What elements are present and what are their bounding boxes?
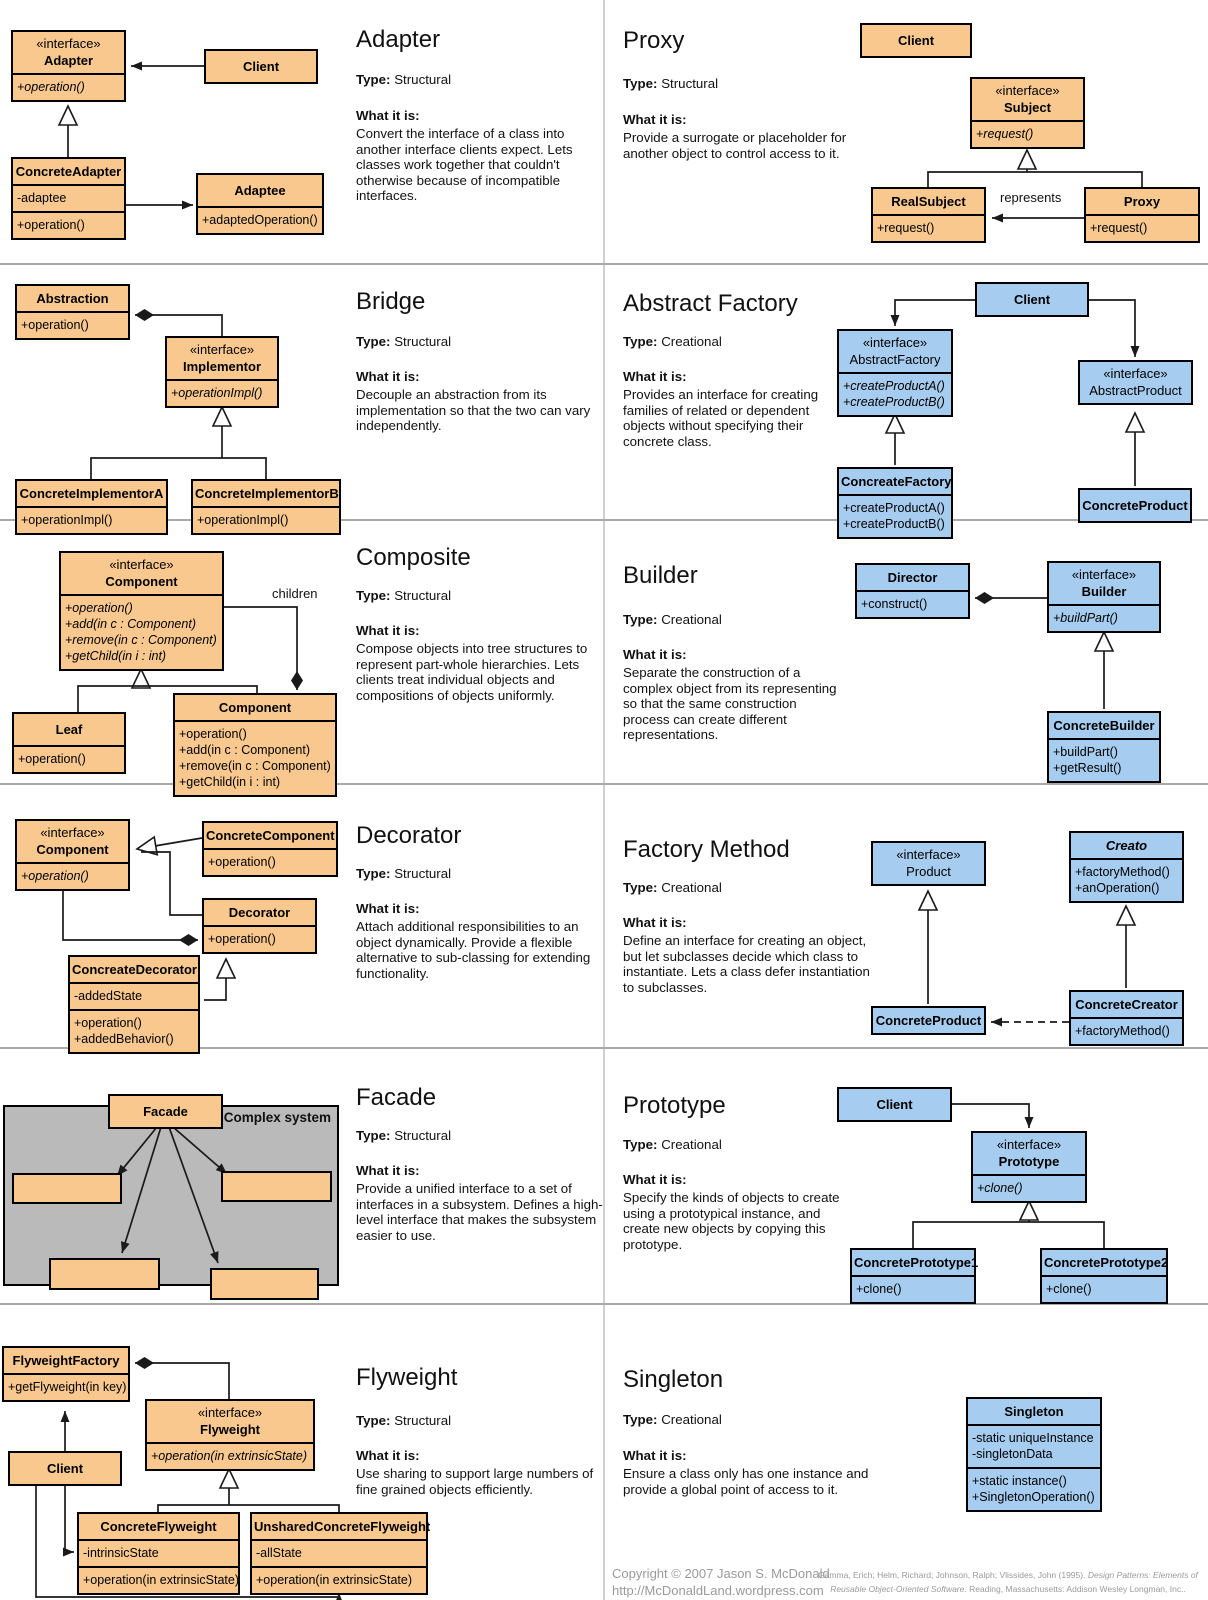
class-name: Proxy — [1123, 194, 1161, 209]
what-it-is-label: What it is: — [623, 112, 687, 127]
attributes-compartment: -addedState — [70, 982, 198, 1009]
methods-compartment: +operation() — [204, 925, 315, 952]
what-it-is-label: What it is: — [356, 901, 420, 916]
generalization-branch — [158, 1505, 339, 1512]
class-header — [839, 331, 951, 372]
facade-arrow — [117, 1127, 157, 1176]
methods-compartment: +clone() — [852, 1275, 974, 1302]
methods-compartment: +factoryMethod() — [1071, 1017, 1182, 1044]
methods-compartment: +clone() — [1042, 1275, 1166, 1302]
uml-class-concrete-flyweight — [77, 1512, 240, 1595]
uml-class-concrete-implementor-a — [15, 479, 168, 535]
stereotype-label: «interface» — [996, 1137, 1062, 1152]
copyright-url: http://McDonaldLand.wordpress.com — [612, 1582, 824, 1598]
pattern-type: Type: Structural — [356, 72, 452, 87]
uml-class-client — [837, 1087, 952, 1122]
attributes-compartment: -adaptee — [13, 184, 124, 211]
pattern-description: Compose objects into tree structures to represent part-whole hierarchies. Lets clients treat individual objects and compositions of objects uniformly. — [356, 641, 588, 703]
uml-class-director — [855, 563, 970, 619]
class-header — [873, 843, 984, 884]
class-name: Flyweight — [200, 1421, 260, 1437]
methods-compartment: +operation() — [13, 73, 124, 100]
class-name: Component — [36, 841, 109, 857]
pattern-title-singleton: Singleton — [623, 1366, 724, 1393]
association-arrow — [65, 1484, 74, 1552]
class-name: Builder — [1081, 583, 1127, 599]
class-name: RealSubject — [891, 194, 966, 209]
uml-class-concrete-prototype-1 — [850, 1248, 979, 1304]
what-it-is-label: What it is: — [356, 1448, 420, 1463]
class-name: Leaf — [55, 722, 83, 737]
stereotype-label: «interface» — [1071, 567, 1137, 582]
class-name: ConcreateFactory — [841, 474, 952, 489]
stereotype-label: «interface» — [109, 557, 174, 572]
uml-class-proxy — [1084, 187, 1200, 243]
pattern-description: Attach additional responsibilities to an object dynamically. Provide a flexible alternative to sub-classing for extending functionality. — [356, 919, 591, 981]
uml-class-flyweight-interface — [145, 1399, 315, 1471]
pattern-title-prototype: Prototype — [623, 1092, 726, 1119]
class-name: Implementor — [182, 358, 261, 374]
pattern-title-proxy: Proxy — [623, 27, 685, 54]
class-name: Client — [1013, 292, 1051, 307]
class-header — [17, 821, 128, 862]
pattern-type: Type: Structural — [356, 1413, 452, 1428]
uml-class-concrete-adapter — [11, 157, 126, 240]
class-name: Facade — [143, 1104, 188, 1119]
uml-class-client — [8, 1451, 122, 1486]
class-name: ConcretePrototype2 — [1044, 1255, 1169, 1270]
uml-class-concrete-product — [1078, 488, 1192, 523]
class-name: Adaptee — [234, 183, 286, 198]
uml-class-facade — [108, 1094, 223, 1129]
aggregation-connector — [63, 885, 198, 940]
what-it-is-label: What it is: — [356, 369, 420, 384]
what-it-is-label: What it is: — [623, 1448, 687, 1463]
class-name: Component — [218, 700, 292, 715]
uml-class-adaptee — [196, 173, 324, 235]
aggregation-connector — [135, 315, 222, 336]
pattern-description: Define an interface for creating an object, but let subclasses decide which class to instantiate. Lets a class defer instantiation to subclasses. — [623, 933, 870, 995]
class-name: Client — [897, 33, 935, 48]
generalization-arrow — [204, 959, 226, 1000]
pattern-title-flyweight: Flyweight — [356, 1364, 458, 1391]
uml-class-prototype-interface — [971, 1131, 1087, 1203]
stereotype-label: «interface» — [1103, 366, 1168, 381]
class-name: ConcreteProduct — [1082, 498, 1188, 513]
methods-compartment: +operationImpl() — [167, 379, 277, 406]
uml-class-concrete-builder — [1047, 711, 1161, 783]
methods-compartment: +buildPart() — [1049, 604, 1159, 631]
pattern-title-decorator: Decorator — [356, 822, 462, 849]
uml-class-decorator — [202, 898, 317, 954]
class-name: ConcreteBuilder — [1053, 718, 1155, 733]
class-name: AbstractFactory — [849, 351, 941, 367]
class-name: ConcreteFlyweight — [100, 1519, 217, 1534]
methods-compartment: +factoryMethod() +anOperation() — [1071, 858, 1182, 901]
association-arrow — [952, 1104, 1029, 1128]
attributes-compartment: -allState — [252, 1539, 426, 1566]
stereotype-label: «interface» — [189, 342, 255, 357]
methods-compartment: +operation() — [17, 311, 128, 338]
uml-class-concrete-component — [202, 821, 338, 877]
class-name: Singleton — [1004, 1404, 1064, 1419]
pattern-title-abstract-factory: Abstract Factory — [623, 290, 798, 317]
class-name: Product — [906, 863, 951, 879]
methods-compartment: +getFlyweight(in key) — [4, 1373, 128, 1400]
methods-compartment: +createProductA() +createProductB() — [839, 372, 951, 415]
children-label: children — [272, 586, 318, 601]
methods-compartment: +operation() — [13, 211, 124, 238]
methods-compartment: +operationImpl() — [17, 506, 166, 533]
subsystem-class-box — [49, 1258, 160, 1290]
association-arrow — [1089, 300, 1135, 357]
methods-compartment: +operationImpl() — [193, 506, 339, 533]
attributes-compartment: -static uniqueInstance -singletonData — [968, 1424, 1100, 1467]
aggregation-connector — [135, 1363, 229, 1399]
pattern-type: Type: Creational — [623, 1412, 722, 1427]
uml-class-unshared-concrete-flyweight — [250, 1512, 431, 1595]
copyright-notice — [612, 1566, 830, 1600]
class-name: Client — [242, 59, 280, 74]
complex-system-label: Complex system — [223, 1110, 331, 1125]
uml-class-abstraction — [15, 284, 130, 340]
pattern-description: Ensure a class only has one instance and provide a global point of access to it. — [623, 1466, 869, 1497]
facade-arrow — [173, 1127, 227, 1174]
class-name: Client — [46, 1461, 84, 1476]
pattern-description: Separate the construction of a complex object from its representing so that the same construction process can create different representations. — [623, 665, 837, 743]
stereotype-label: «interface» — [862, 335, 928, 350]
methods-compartment: +adaptedOperation() — [198, 206, 322, 233]
stereotype-label: «interface» — [40, 825, 105, 840]
uml-class-client — [860, 23, 972, 58]
pattern-type: Type: Structural — [356, 866, 452, 881]
pattern-type: Type: Structural — [356, 334, 452, 349]
class-name: ConcreateDecorator — [72, 962, 197, 977]
methods-compartment: +static instance() +SingletonOperation() — [968, 1467, 1100, 1510]
methods-compartment: +request() — [1086, 214, 1198, 241]
class-name: ConcreteImplementorB — [195, 486, 339, 501]
uml-class-product-interface — [871, 841, 986, 886]
methods-compartment: +clone() — [973, 1174, 1085, 1201]
uml-class-abstract-product-interface — [1078, 360, 1193, 405]
association-arrow — [895, 300, 975, 326]
class-name: Client — [876, 1097, 913, 1112]
uml-class-real-subject — [871, 187, 986, 243]
class-name: Decorator — [228, 905, 291, 920]
uml-class-concrete-implementor-b — [191, 479, 341, 535]
stereotype-label: «interface» — [995, 83, 1060, 98]
class-name: ConcreteCreator — [1075, 997, 1178, 1012]
uml-class-implementor-interface — [165, 336, 279, 408]
class-header — [147, 1401, 313, 1442]
what-it-is-label: What it is: — [356, 108, 420, 123]
uml-class-concrete-prototype-2 — [1040, 1248, 1168, 1304]
uml-class-component-interface — [15, 819, 130, 891]
subsystem-class-box — [221, 1171, 332, 1202]
pattern-title-facade: Facade — [356, 1084, 437, 1111]
uml-class-concrete-product — [871, 1006, 986, 1035]
stereotype-label: «interface» — [197, 1405, 263, 1420]
class-header — [972, 79, 1083, 120]
what-it-is-label: What it is: — [623, 369, 687, 384]
uml-class-singleton — [966, 1397, 1102, 1512]
pattern-type: Type: Structural — [356, 1128, 452, 1143]
pattern-description: Convert the interface of a class into another interface clients expect. Lets classes work together that couldn't otherwise because of incompatible interfaces. — [356, 126, 573, 204]
facade-arrow — [169, 1127, 218, 1263]
what-it-is-label: What it is: — [623, 915, 687, 930]
what-it-is-label: What it is: — [623, 1172, 687, 1187]
methods-compartment: +buildPart() +getResult() — [1049, 738, 1159, 781]
pattern-description: Provide a unified interface to a set of interfaces in a subsystem. Defines a high-level interface that makes the subsystem easier to use. — [356, 1181, 603, 1243]
uml-class-abstract-factory-interface — [837, 329, 953, 417]
class-name: ConcreteComponent — [206, 828, 335, 843]
uml-class-concrete-creator — [1069, 990, 1184, 1046]
what-it-is-label: What it is: — [356, 1163, 420, 1178]
class-name: Director — [887, 570, 938, 585]
methods-compartment: +createProductA() +createProductB() — [839, 494, 951, 537]
methods-compartment: +operation(in extrinsicState) — [147, 1442, 313, 1469]
subsystem-class-box — [210, 1268, 319, 1300]
uml-class-leaf — [12, 712, 126, 774]
represents-label: represents — [1000, 190, 1062, 205]
what-it-is-label: What it is: — [623, 647, 687, 662]
uml-class-composite — [173, 693, 337, 797]
pattern-description: Decouple an abstraction from its implementation so that the two can vary independently. — [356, 387, 591, 434]
class-name: UnsharedConcreteFlyweight — [254, 1519, 431, 1534]
copyright-line: Copyright © 2007 Jason S. McDonald — [612, 1566, 830, 1581]
class-name: Adapter — [43, 52, 94, 68]
generalization-branch — [91, 458, 266, 479]
uml-class-creato — [1069, 831, 1184, 903]
pattern-description: Use sharing to support large numbers of fine grained objects efficiently. — [356, 1466, 594, 1497]
methods-compartment: +operation() — [17, 862, 128, 889]
pattern-description: Provides an interface for creating families of related or dependent objects without specifying their concrete class. — [623, 387, 819, 449]
class-name: AbstractProduct — [1089, 382, 1182, 398]
pattern-title-adapter: Adapter — [356, 26, 441, 53]
attributes-compartment: -intrinsicState — [79, 1539, 238, 1566]
class-name: Subject — [1004, 99, 1051, 115]
uml-class-component-interface — [59, 551, 224, 671]
pattern-title-bridge: Bridge — [356, 288, 426, 315]
methods-compartment: +operation() — [14, 745, 124, 772]
stereotype-label: «interface» — [896, 847, 961, 862]
methods-compartment: +request() — [972, 120, 1083, 147]
children-aggregation — [224, 607, 297, 690]
uml-class-adapter-interface — [11, 30, 126, 102]
methods-compartment: +operation() +addedBehavior() — [70, 1009, 198, 1052]
class-name: Creato — [1105, 838, 1148, 853]
uml-class-subject-interface — [970, 77, 1085, 149]
class-name: Component — [105, 573, 178, 589]
uml-class-concreate-decorator — [68, 955, 200, 1054]
uml-class-concreate-factory — [837, 467, 953, 539]
class-name: ConcreteImplementorA — [19, 486, 164, 501]
class-header — [1049, 563, 1159, 604]
pattern-title-builder: Builder — [623, 562, 698, 589]
uml-class-client — [204, 49, 318, 84]
generalization-branch — [141, 852, 202, 915]
generalization-branch — [928, 172, 1142, 187]
class-name: ConcreteAdapter — [15, 164, 122, 179]
pattern-type: Type: Creational — [623, 880, 722, 895]
class-name: Abstraction — [36, 291, 109, 306]
pattern-type: Type: Creational — [623, 1137, 722, 1152]
class-name: ConcreteProduct — [875, 1013, 982, 1028]
pattern-type: Type: Creational — [623, 334, 722, 349]
pattern-description: Specify the kinds of objects to create using a prototypical instance, and create new objects by copying this prototype. — [623, 1190, 840, 1252]
methods-compartment: +operation() — [204, 848, 336, 875]
class-header — [13, 32, 124, 73]
book-citation: Gamma, Erich; Helm, Richard; Johnson, Ralph; Vlissides, John (1995). Design Patterns: Elements of Reusable Object-Oriented Software. Reading, Massachusetts: Addison Wesley Longman, Inc.. — [818, 1570, 1198, 1595]
uml-class-builder-interface — [1047, 561, 1161, 633]
uml-class-client — [975, 282, 1089, 317]
pattern-description: Provide a surrogate or placeholder for another object to control access to it. — [623, 130, 847, 161]
methods-compartment: +operation(in extrinsicState) — [252, 1566, 426, 1593]
methods-compartment: +operation() +add(in c : Component) +remove(in c : Component) +getChild(in i : int) — [61, 594, 222, 669]
methods-compartment: +operation() +add(in c : Component) +remove(in c : Component) +getChild(in i : int) — [175, 720, 335, 795]
pattern-title-composite: Composite — [356, 544, 471, 571]
pattern-title-factory-method: Factory Method — [623, 836, 790, 863]
generalization-branch — [913, 1222, 1104, 1248]
stereotype-label: «interface» — [36, 36, 101, 51]
class-header — [167, 338, 277, 379]
class-header — [61, 553, 222, 594]
methods-compartment: +construct() — [857, 590, 968, 617]
class-name: ConcretePrototype1 — [854, 1255, 979, 1270]
class-header — [1080, 362, 1191, 403]
what-it-is-label: What it is: — [356, 623, 420, 638]
realization-arrow — [137, 838, 202, 849]
pattern-type: Type: Structural — [356, 588, 452, 603]
class-name: FlyweightFactory — [12, 1353, 120, 1368]
methods-compartment: +operation(in extrinsicState) — [79, 1566, 238, 1593]
methods-compartment: +request() — [873, 214, 984, 241]
pattern-type: Type: Structural — [623, 76, 719, 91]
uml-class-flyweight-factory — [2, 1346, 130, 1402]
pattern-type: Type: Creational — [623, 612, 722, 627]
class-name: Prototype — [998, 1153, 1060, 1169]
subsystem-class-box — [12, 1173, 122, 1204]
class-header — [973, 1133, 1085, 1174]
